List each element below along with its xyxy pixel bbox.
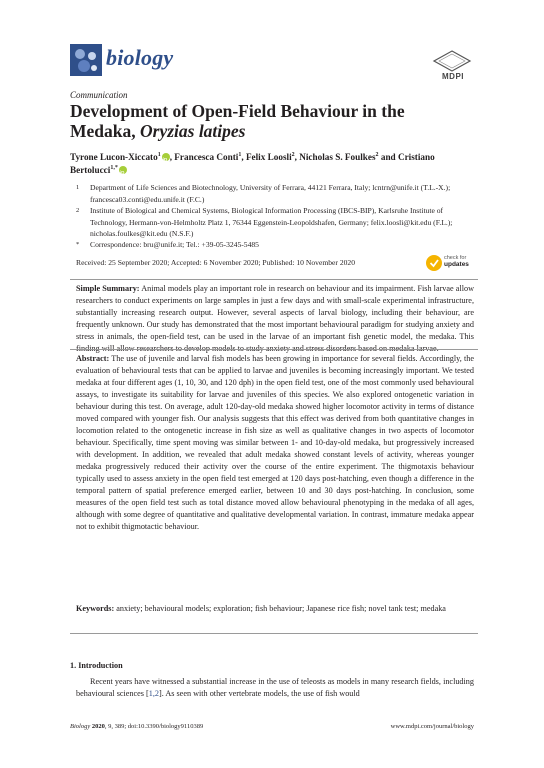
keywords-label: Keywords: [76, 604, 115, 613]
publisher-name: MDPI [442, 72, 464, 81]
affiliation-number: 2 [76, 207, 80, 214]
abstract-label: Abstract: [76, 354, 110, 363]
journal-name: biology [106, 45, 174, 70]
publication-dates: Received: 25 September 2020; Accepted: 6 November 2020; Published: 10 November 2020 [76, 258, 356, 267]
author-separator: , [294, 152, 300, 162]
reference-link[interactable]: 1,2 [148, 689, 159, 698]
footer-doi: , 9, 389; doi:10.3390/biology9110389 [104, 723, 204, 730]
affiliation-number: * [76, 241, 80, 248]
section-heading: 1. Introduction [70, 661, 123, 670]
title-plain: Medaka, [70, 121, 140, 141]
author-name: Tyrone Lucon-Xiccato [70, 152, 158, 162]
mdpi-logo-icon [432, 50, 472, 72]
simple-summary-label: Simple Summary: [76, 284, 140, 293]
abstract [76, 353, 474, 533]
author-name: Francesca Conti [174, 152, 239, 162]
orcid-icon[interactable] [119, 166, 127, 174]
updates-line-1: check for [444, 255, 467, 261]
title-line-1: Development of Open-Field Behaviour in the [70, 101, 405, 121]
author-separator: and [378, 152, 398, 162]
author-affiliation-marker: 2 [375, 151, 379, 158]
simple-summary [76, 283, 474, 355]
footer-url[interactable]: www.mdpi.com/journal/biology [390, 723, 474, 730]
affiliation-text: Institute of Biological and Chemical Systems, Biological Information Processing (IBCS-BIP), Karlsruhe Institute of Technology, Hermann-von-Helmholtz Platz 1, 76344 Eggenstein-Leopoldshafen, Germany; felix.loosli@kit.edu (F.L.); nicholas.foulkes@kit.edu (N.S.F.) [90, 206, 453, 238]
divider [70, 633, 478, 634]
author-separator: , [169, 152, 175, 162]
affiliation-1 [70, 182, 490, 205]
footer-citation [70, 723, 203, 730]
keywords-text: anxiety; behavioural models; exploration; fish behaviour; Japanese rice fish; novel tank test; medaka [116, 604, 446, 613]
affiliation-text: Correspondence: bru@unife.it; Tel.: +39-05-3245-5485 [90, 240, 259, 249]
affiliation-text: Department of Life Sciences and Biotechnology, University of Ferrara, 44121 Ferrara, Italy; lcntrn@unife.it (T.L.-X.); francesca03.conti@edu.unife.it (F.C.) [90, 183, 451, 204]
footer-year: 2020 [91, 723, 105, 730]
author-name: Cristiano Bertolucci [70, 152, 435, 175]
author-name: Nicholas S. Foulkes [299, 152, 376, 162]
title-species: Oryzias latipes [140, 121, 246, 141]
updates-line-2: updates [444, 260, 469, 268]
introduction-paragraph [76, 676, 474, 700]
correspondence [70, 239, 490, 251]
divider [70, 279, 478, 280]
author-affiliation-marker: 2 [291, 151, 295, 158]
article-title [70, 101, 470, 141]
affiliation-2 [70, 205, 490, 239]
author-affiliation-marker: 1,* [110, 164, 118, 171]
affiliation-number: 1 [76, 184, 80, 191]
simple-summary-text: Animal models play an important role in research on behaviour and its impairment. Fish larvae allow researchers to conduct experiments on large samples in just a few days and with small-scale experimental infrastructure, substantially increasing research output. However, several aspects of larval biology, including their behaviour, are frequently unknown. Our study has demonstrated that the most important behavioural paradigm for studying anxiety and stress in animals, the open-field test, can be used in the larvae of an important fish genetic model, the medaka. This finding will allow researchers to develop models to study anxiety and stress disorders based on medaka larvae. [76, 284, 474, 353]
author-affiliation-marker: 1 [238, 151, 242, 158]
check-for-updates-label[interactable] [444, 255, 469, 268]
keywords [76, 603, 474, 615]
abstract-text: The use of juvenile and larval fish models has been growing in importance for several fields. Accordingly, the evaluation of behavioural tests that can be applied to larvae and juveniles is becoming increasingly important. We tested medaka at four different ages (1, 10, 30, and 120 dph) in the open field test, one of the most commonly used behavioural assays, to investigate its suitability for larvae and juveniles of this species. We also explored ontogenetic variation in behaviour during this test. On average, adult 120-day-old medaka showed higher locomotor activity in terms of distance moved compared with younger fish. Our analysis suggests that this effect was derived from both quantitative changes in locomotion related to the ontogenetic increase in fish size as well as qualitative changes in two aspects of locomotor behaviour. Specifically, time spent moving was similar between 1- and 10-day-old medaka, but progressively increased with development. In addition, we revealed that adult medaka showed constant levels of activity, whereas younger medaka progressively reduced their activity over the course of the entire experiment. The thigmotaxis behaviour typically used to assess anxiety in the open field test emerged at 120 days post-hatching, even though a difference in the temporal pattern of spatial preference emerged earlier, between 10 and 30 days post-hatching. In conclusion, some measures of the open field test such as total distance moved allow behavioural phenotyping in the medaka of all ages, although with some degree of quantitative and qualitative developmental variation. In contrast, immature medaka appear not to exhibit thigmotactic behaviour. [76, 354, 474, 531]
author-name: Felix Loosli [245, 152, 292, 162]
footer-journal: Biology [70, 723, 91, 730]
journal-logo-icon [70, 44, 102, 76]
intro-text-cont: ]. As seen with other vertebrate models, the use of fish would [158, 689, 360, 698]
author-list [70, 151, 470, 177]
article-type: Communication [70, 90, 128, 100]
divider [70, 349, 478, 350]
title-line-2 [70, 121, 470, 141]
author-affiliation-marker: 1 [157, 151, 161, 158]
author-separator: , [241, 152, 246, 162]
orcid-icon[interactable] [162, 153, 170, 161]
intro-text: Recent years have witnessed a substantial increase in the use of teleosts as models in many research fields, including behavioural sciences [ [76, 677, 474, 698]
